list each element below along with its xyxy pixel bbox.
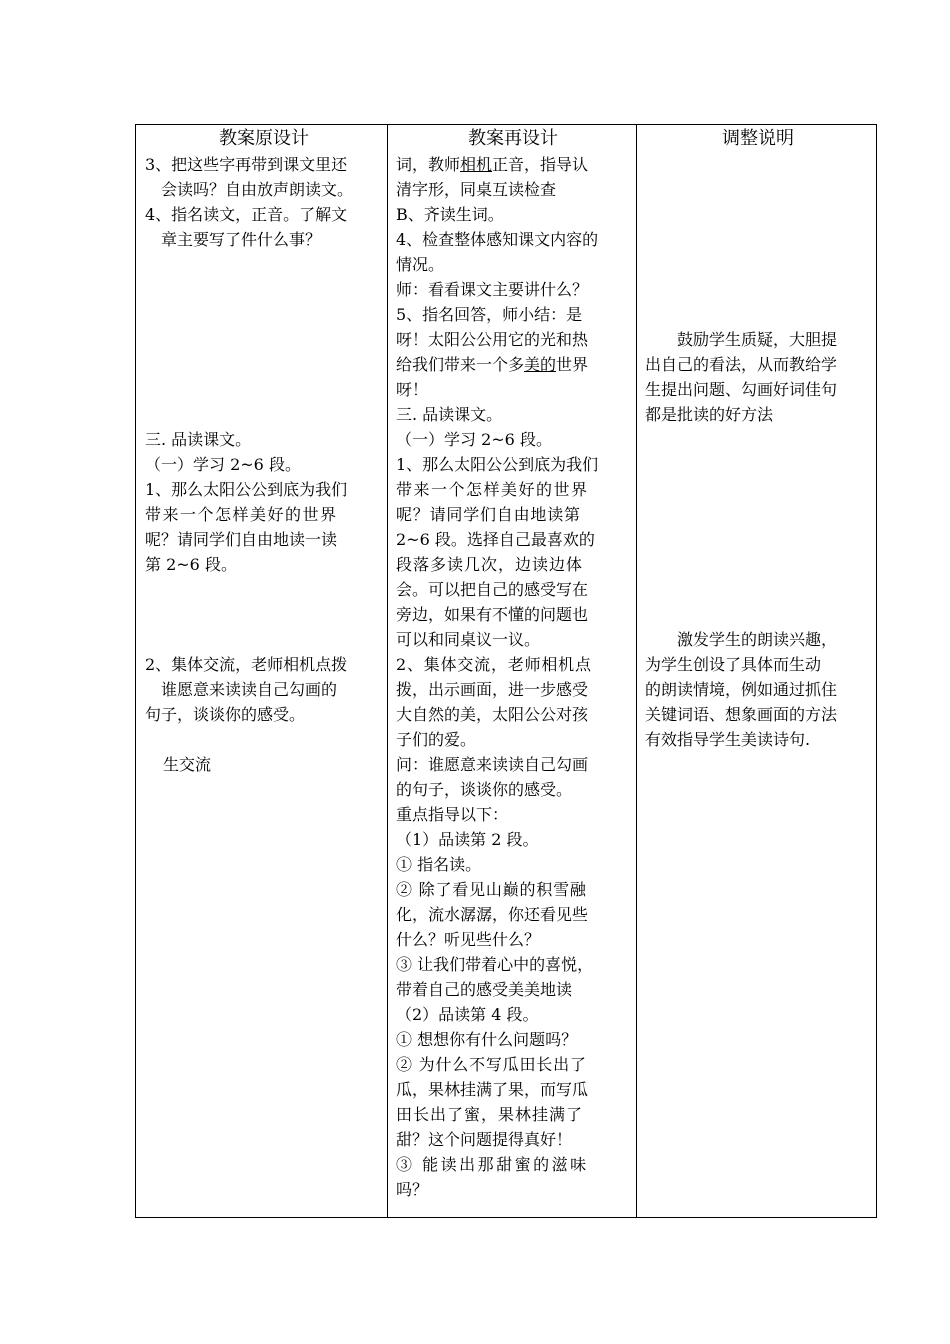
text-line: 2、集体交流，老师相机点拨 — [145, 655, 348, 674]
text-line: 有效指导学生美读诗句. — [645, 730, 811, 749]
text-line: 生交流 — [163, 755, 212, 774]
underlined-text: 美的 — [524, 355, 557, 374]
text-line: 化，流水潺潺，你还看见些 — [396, 905, 589, 924]
text-line: 3、把这些字再带到课文里还 — [145, 155, 348, 174]
column-adjustment-notes — [645, 125, 871, 749]
column-divider — [636, 125, 637, 1217]
text-line: 三. 品读课文。 — [145, 430, 252, 449]
column-divider — [387, 125, 388, 1217]
text-line — [396, 352, 630, 377]
text-line: （一）学习 2~6 段。 — [145, 455, 301, 474]
text-line: 呀！太阳公公用它的光和热 — [396, 330, 589, 349]
text-line: 问：谁愿意来读读自己勾画 — [396, 755, 589, 774]
text-line: 会读吗？自由放声朗读文。 — [161, 180, 354, 199]
text-line: ② 为什么不写瓜田长出了 — [396, 1055, 587, 1074]
header-adjustment-notes: 调整说明 — [722, 128, 794, 149]
text-line: 4、指名读文，正音。了解文 — [145, 205, 348, 224]
text-line: （2）品读第 4 段。 — [396, 1005, 539, 1024]
text-span: 词，教师 — [396, 155, 461, 174]
text-line: 5、指名回答，师小结：是 — [396, 305, 583, 324]
column-redesign — [396, 125, 630, 1199]
text-line — [396, 152, 630, 177]
text-line: 带来一个怎样美好的世界 — [396, 480, 589, 499]
text-line: 2、集体交流，老师相机点 — [396, 655, 592, 674]
text-line: 旁边，如果有不懂的问题也 — [396, 605, 589, 624]
text-line: 的朗读情境，例如通过抓住 — [645, 680, 838, 699]
text-line: 带着自己的感受美美地读 — [396, 980, 573, 999]
text-line: 师：看看课文主要讲什么？ — [396, 280, 589, 299]
text-line: 甜？这个问题提得真好！ — [396, 1130, 573, 1149]
text-span: 世界 — [556, 355, 589, 374]
header-redesign: 教案再设计 — [468, 128, 558, 149]
text-line: ③ 让我们带着心中的喜悦， — [396, 955, 594, 974]
text-line: B、齐读生词。 — [396, 205, 504, 224]
column-original-design — [145, 125, 383, 774]
text-line: 都是批读的好方法 — [645, 405, 774, 424]
text-line: 第 2~6 段。 — [145, 555, 237, 574]
text-line: 的句子，谈谈你的感受。 — [396, 780, 573, 799]
text-line: 情况。 — [396, 255, 445, 274]
text-line: 大自然的美，太阳公公对孩 — [396, 705, 589, 724]
text-line: ③ 能读出那甜蜜的滋味 — [396, 1155, 589, 1174]
text-line: 瓜，果林挂满了果，而写瓜 — [396, 1080, 589, 1099]
text-line: 谁愿意来读读自己勾画的 — [161, 680, 338, 699]
text-line: 田长出了蜜，果林挂满了 — [396, 1105, 584, 1124]
underlined-text: 相机 — [460, 155, 493, 174]
text-span: 正音，指导认 — [492, 155, 589, 174]
text-span: 给我们带来一个多 — [396, 355, 525, 374]
text-line: 呀！ — [396, 380, 429, 399]
text-line: 生提出问题、勾画好词佳句 — [645, 380, 838, 399]
text-line: 2~6 段。选择自己最喜欢的 — [396, 530, 595, 549]
text-line: 三. 品读课文。 — [396, 405, 503, 424]
text-line: 清字形，同桌互读检查 — [396, 180, 557, 199]
text-line: 为学生创设了具体而生动 — [645, 655, 822, 674]
text-line: 呢？请同学们自由地读第 — [396, 505, 581, 524]
text-line: （一）学习 2~6 段。 — [396, 430, 552, 449]
text-line: 关键词语、想象画面的方法 — [645, 705, 838, 724]
text-line: 4、检查整体感知课文内容的 — [396, 230, 599, 249]
text-line: 带来一个怎样美好的世界 — [145, 505, 338, 524]
text-line: 句子，谈谈你的感受。 — [145, 705, 306, 724]
text-line: 鼓励学生质疑，大胆提 — [677, 330, 838, 349]
text-line: ① 想想你有什么问题吗？ — [396, 1030, 578, 1049]
text-line: 章主要写了件什么事？ — [161, 230, 322, 249]
text-line: 吗？ — [396, 1180, 429, 1199]
text-line: 1、那么太阳公公到底为我们 — [396, 455, 599, 474]
text-line: ② 除了看见山巅的积雪融 — [396, 880, 587, 899]
text-line: 子们的爱。 — [396, 730, 477, 749]
text-line: 重点指导以下： — [396, 805, 509, 824]
text-line: 出自己的看法，从而教给学 — [645, 355, 838, 374]
text-line: （1）品读第 2 段。 — [396, 830, 539, 849]
text-line: 拨，出示画面，进一步感受 — [396, 680, 589, 699]
text-line: 激发学生的朗读兴趣， — [677, 630, 838, 649]
text-line: 1、那么太阳公公到底为我们 — [145, 480, 348, 499]
text-line: 段落多读几次，边读边体 — [396, 555, 584, 574]
text-line: 什么？听见些什么？ — [396, 930, 541, 949]
text-line: ① 指名读。 — [396, 855, 482, 874]
text-line: 可以和同桌议一议。 — [396, 630, 541, 649]
lesson-plan-table — [135, 124, 877, 1218]
header-original-design: 教案原设计 — [219, 128, 309, 149]
text-line: 会。可以把自己的感受写在 — [396, 580, 589, 599]
text-line: 呢？请同学们自由地读一读 — [145, 530, 338, 549]
